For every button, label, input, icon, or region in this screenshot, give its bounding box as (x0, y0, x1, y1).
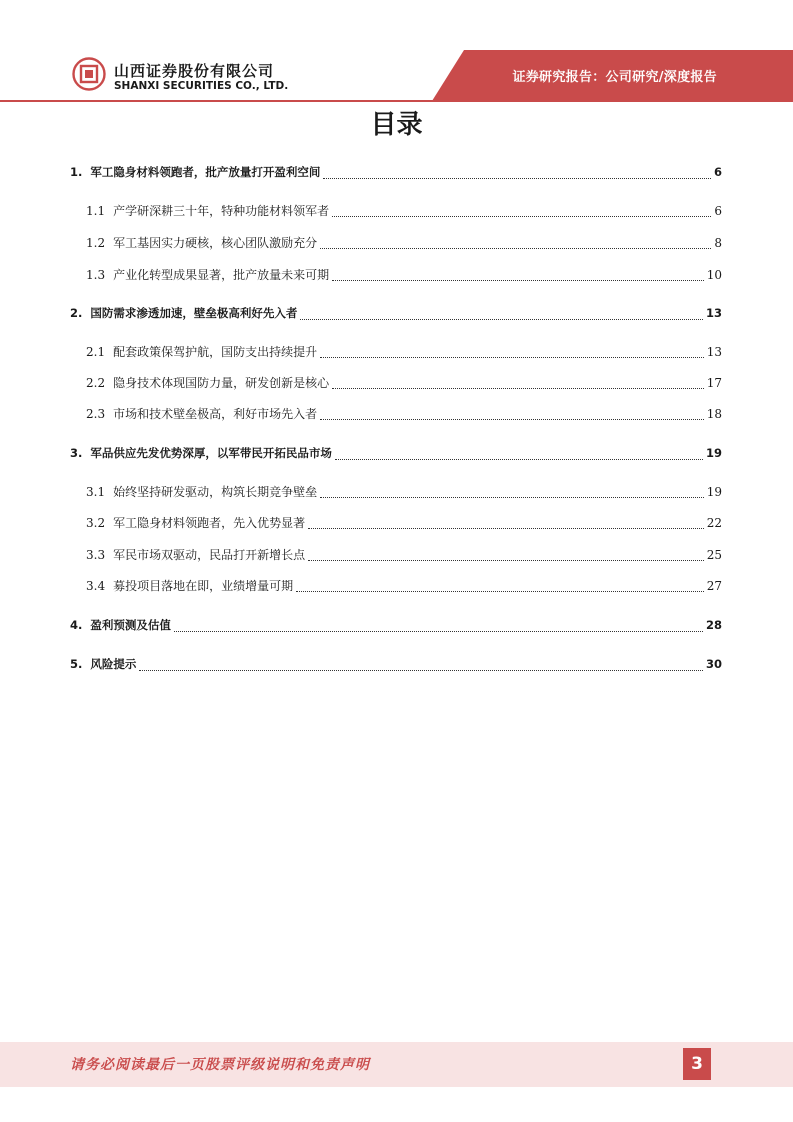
toc-entry-page: 28 (705, 618, 722, 632)
toc-entry-page: 6 (713, 165, 722, 179)
toc-entry-number: 2.2 (86, 376, 106, 390)
toc-entry-3-2[interactable] (86, 514, 722, 534)
toc-entry-text: 配套政策保驾护航，国防支出持续提升 (113, 345, 318, 359)
toc-leader-dots (323, 167, 711, 179)
toc-entry-page: 27 (706, 579, 722, 593)
toc-entry-number: 3.4 (86, 579, 106, 593)
toc-entry-1[interactable] (70, 164, 722, 184)
toc-entry-page: 10 (706, 268, 722, 282)
company-logo-icon (72, 57, 106, 91)
toc-leader-dots (300, 308, 703, 320)
toc-leader-dots (320, 408, 704, 420)
toc-entry-4[interactable] (70, 617, 722, 637)
toc-leader-dots (308, 549, 704, 561)
header-divider (0, 100, 793, 102)
toc-entry-page: 8 (714, 236, 722, 250)
toc-entry-1-3[interactable] (86, 266, 722, 286)
toc-entry-text: 军工隐身材料领跑者，先入优势显著 (113, 516, 306, 530)
toc-entry-number: 3.3 (86, 548, 106, 562)
toc-entry-3[interactable] (70, 445, 722, 465)
toc-entry-number: 3.2 (86, 516, 106, 530)
toc-leader-dots (320, 346, 704, 358)
toc-leader-dots (320, 486, 704, 498)
toc-entry-page: 19 (706, 485, 722, 499)
company-name-cn: 山西证券股份有限公司 (114, 62, 275, 80)
toc-leader-dots (332, 269, 704, 281)
toc-entry-text: 募投项目落地在即，业绩增量可期 (113, 579, 294, 593)
report-type-label: 证券研究报告：公司研究/深度报告 (512, 70, 717, 85)
toc-leader-dots (332, 377, 704, 389)
toc-entry-2-2[interactable] (86, 374, 722, 394)
toc-entry-text: 产业化转型成果显著，批产放量未来可期 (113, 268, 330, 282)
page-header (0, 0, 793, 102)
toc-entry-number: 1.2 (86, 236, 106, 250)
toc-entry-number: 2.3 (86, 407, 106, 421)
toc-entry-2[interactable] (70, 305, 722, 325)
toc-leader-dots (174, 620, 703, 632)
toc-entry-text: 国防需求渗透加速，壁垒极高利好先入者 (90, 306, 298, 320)
toc-entry-page: 25 (706, 548, 722, 562)
toc-entry-text: 市场和技术壁垒极高，利好市场先入者 (113, 407, 318, 421)
toc-entry-page: 13 (705, 306, 722, 320)
toc-entry-2-3[interactable] (86, 405, 722, 425)
toc-entry-page: 19 (705, 446, 722, 460)
toc-entry-page: 13 (706, 345, 722, 359)
toc-leader-dots (308, 517, 704, 529)
footer-disclaimer: 请务必阅读最后一页股票评级说明和免责声明 (70, 1057, 370, 1073)
toc-entry-page: 30 (705, 657, 722, 671)
toc-leader-dots (320, 237, 711, 249)
toc-entry-text: 军工隐身材料领跑者，批产放量打开盈利空间 (90, 165, 321, 179)
page-number: 3 (683, 1048, 711, 1080)
toc-entry-text: 隐身技术体现国防力量，研发创新是核心 (113, 376, 330, 390)
toc-entry-number: 5. (70, 657, 83, 671)
toc-title: 目录 (370, 110, 423, 140)
toc-entry-number: 1. (70, 165, 83, 179)
toc-entry-number: 4. (70, 618, 83, 632)
toc-entry-page: 18 (706, 407, 722, 421)
toc-entry-number: 1.1 (86, 204, 106, 218)
toc-entry-text: 风险提示 (90, 657, 137, 671)
toc-entry-page: 22 (706, 516, 722, 530)
toc-entry-text: 军品供应先发优势深厚，以军带民开拓民品市场 (90, 446, 332, 460)
toc-leader-dots (332, 205, 711, 217)
toc-entry-1-1[interactable] (86, 202, 722, 222)
toc-entry-text: 产学研深耕三十年，特种功能材料领军者 (113, 204, 330, 218)
toc-entry-page: 6 (714, 204, 722, 218)
toc-entry-1-2[interactable] (86, 234, 722, 254)
toc-entry-5[interactable] (70, 656, 722, 676)
toc-leader-dots (335, 448, 703, 460)
toc-entry-text: 军工基因实力硬核，核心团队激励充分 (113, 236, 318, 250)
toc-entry-3-1[interactable] (86, 483, 722, 503)
toc-entry-number: 1.3 (86, 268, 106, 282)
toc-leader-dots (139, 659, 703, 671)
toc-entry-page: 17 (706, 376, 722, 390)
toc-entry-number: 2.1 (86, 345, 106, 359)
toc-entry-3-4[interactable] (86, 577, 722, 597)
toc-entry-number: 2. (70, 306, 83, 320)
toc-entry-3-3[interactable] (86, 546, 722, 566)
toc-entry-number: 3. (70, 446, 83, 460)
company-name-en: SHANXI SECURITIES CO., LTD. (114, 80, 289, 92)
toc-entry-text: 盈利预测及估值 (90, 618, 171, 632)
toc-entry-text: 始终坚持研发驱动，构筑长期竞争壁垒 (113, 485, 318, 499)
toc-entry-number: 3.1 (86, 485, 106, 499)
page-footer (0, 1042, 793, 1087)
toc-leader-dots (296, 580, 704, 592)
toc-entry-text: 军民市场双驱动，民品打开新增长点 (113, 548, 306, 562)
toc-entry-2-1[interactable] (86, 343, 722, 363)
